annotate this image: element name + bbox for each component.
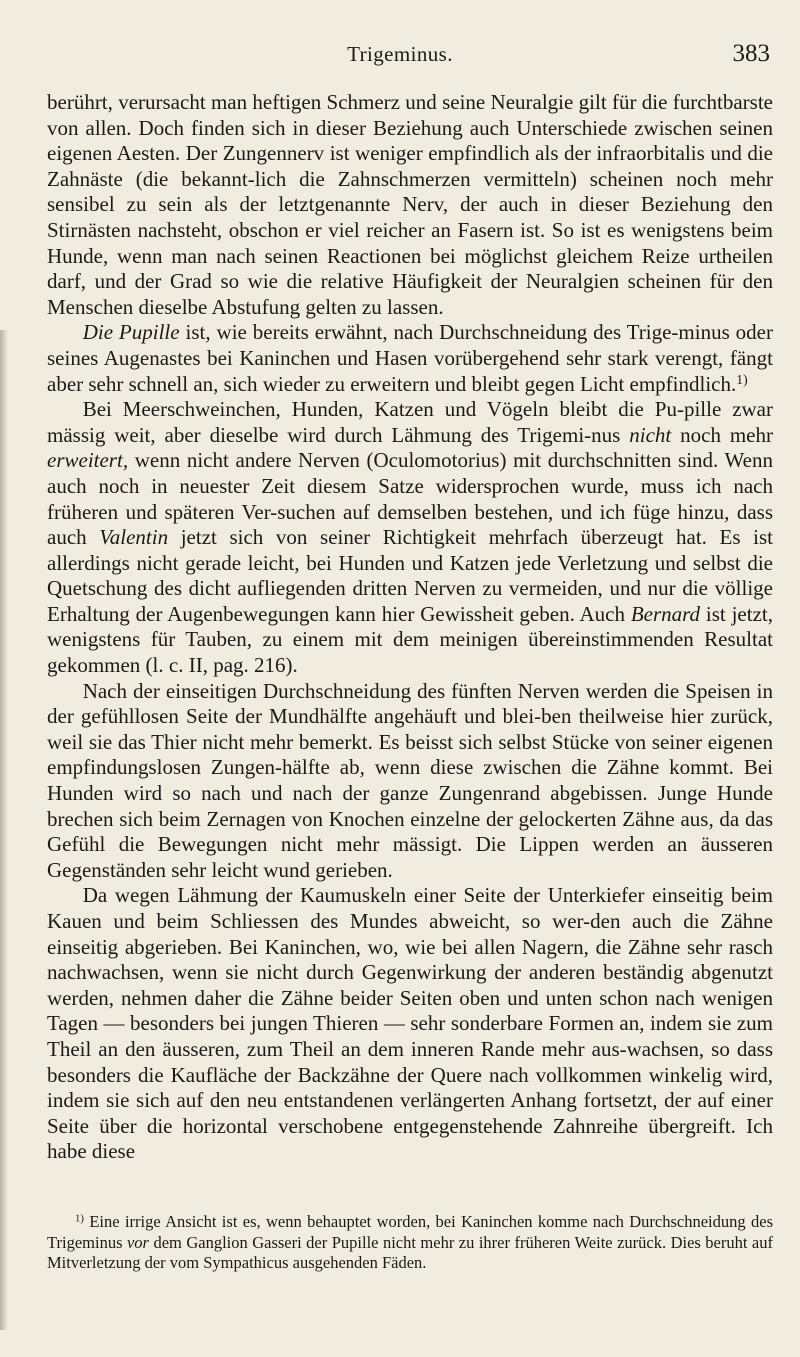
text-segment: dem Ganglion Gasseri der Pupille nicht mehr zu ihrer früheren Weite zurück. Dies beruht auf Mitverletzung der vom Sympathicus ausgehenden Fäden. (47, 1232, 773, 1272)
text-segment: Da wegen Lähmung der Kaumuskeln einer Seite der Unterkiefer einseitig beim Kauen und beim Schliessen des Mundes abweicht, so wer-den auch die Zähne einseitig abgerieben. Bei Kaninchen, wo, wie bei allen Nagern, die Zähne sehr rasch nachwachsen, wenn sie nicht durch Gegenwirkung der anderen beständig abgenutzt werden, nehmen daher die Zähne beider Seiten oben und unten schon nach wenigen Tagen — besonders bei jungen Thieren — sehr sonderbare Formen an, indem sie zum Theil an den äusseren, zum Theil an dem inneren Rande mehr aus-wachsen, so dass besonders die Kaufläche der Backzähne der Quere nach vollkommen winkelig wird, indem sie sich auf den neu entstandenen verlängerten Anhang fortsetzt, der auf einer Seite über die horizontal verschobene entgegenstehende Zahnreihe übergreift. Ich habe diese (47, 883, 773, 1164)
text-segment: Nach der einseitigen Durchschneidung des fünften Nerven werden die Speisen in der gefühllosen Seite der Mundhälfte angehäuft und blei-ben theilweise hier zurück, weil sie das Thier nicht mehr bemerkt. Es beisst sich selbst Stücke von seiner eigenen empfindungslosen Zungen-hälfte ab, wenn diese zwischen die Zähne kommt. Bei Hunden wird so nach und nach der ganze Zungenrand abgebissen. Junge Hunde brechen sich beim Zernagen von Knochen einzelne der gelockerten Zähne aus, da das Gefühl die Bewegungen nicht mehr mässigt. Die Lippen werden an äusseren Gegenständen sehr leicht wund gerieben. (47, 678, 773, 882)
emphasis-text: nicht (629, 422, 672, 447)
running-title: Trigeminus. (347, 42, 453, 66)
text-segment: jetzt sich von seiner Richtigkeit mehrfach überzeugt hat. Es ist allerdings nicht gerade leicht, bei Hunden und Katzen jede Verletzung und selbst die Quetschung des dicht aufliegenden dritten Nerven zu vermeiden, und nur die völlige Erhaltung der Augenbewegungen kann hier Gewissheit geben. Auch (47, 525, 773, 626)
text-segment: ist jetzt, wenigstens für Tauben, zu einem mit dem meinigen übereinstimmenden Resultat gekommen (l. c. II, pag. 216). (47, 601, 773, 678)
footnote-marker: 1) (75, 1212, 84, 1225)
text-segment: noch mehr (671, 422, 773, 447)
page-number: 383 (732, 40, 770, 67)
footnote-reference: 1) (736, 371, 748, 387)
emphasis-text: Valentin (99, 525, 169, 550)
text-segment: berührt, verursacht man heftigen Schmerz und seine Neuralgie gilt für die furchtbarste von allen. Doch finden sich in dieser Beziehung auch Unterschiede zwischen seinen eigenen Aesten. Der Zungennerv ist weniger empfindlich als der infraorbitalis und die Zahnäste (die bekannt-lich die Zahnschmerzen vermitteln) scheinen noch mehr sensibel zu sein als der letztgenannte Nerv, der auch in dieser Beziehung den Stirnästen nachsteht, obschon er viel reicher an Fasern ist. So ist es wenigstens beim Hunde, wenn man nach seinen Reactionen bei möglichst gleichem Reize urtheilen darf, und der Grad so wie die relative Häufigkeit der Neuralgien scheinen für den Menschen dieselbe Abstufung gelten zu lassen. (47, 90, 773, 319)
paragraph (47, 679, 773, 884)
footnote (47, 1212, 773, 1274)
paragraph (47, 320, 773, 397)
emphasis-text: Bernard (630, 601, 701, 626)
gutter-shadow (0, 330, 8, 1330)
text-segment: Bei Meerschweinchen, Hunden, Katzen und Vögeln bleibt die Pu-pille zwar mässig weit, aber dieselbe wird durch Lähmung des Trigemi-nus (47, 397, 773, 447)
footnote-area (47, 1212, 773, 1274)
paragraph (47, 90, 773, 320)
emphasis-text: erweitert, (47, 448, 129, 473)
text-segment: ist, wie bereits erwähnt, nach Durchschneidung des Trige-minus oder seines Augenastes bei Kaninchen und Hasen vorübergehend sehr stark verengt, fängt aber sehr schnell an, sich wieder zu erweitern und bleibt gegen Licht empfindlich. (47, 320, 773, 396)
text-segment: wenn nicht andere Nerven (Oculomotorius) mit durchschnitten sind. Wenn auch noch in neuester Zeit diesem Satze widersprochen wurde, muss ich nach früheren und späteren Ver-suchen auf demselben bestehen, und ich füge hinzu, dass auch (47, 448, 773, 550)
paragraph (47, 883, 773, 1165)
emphasis-text: Die Pupille (82, 320, 180, 345)
body-text (47, 90, 773, 1165)
emphasis-text: vor (126, 1232, 149, 1252)
page-header (0, 40, 800, 74)
text-segment: Eine irrige Ansicht ist es, wenn behauptet worden, bei Kaninchen komme nach Durchschneidung des Trigeminus (47, 1212, 773, 1252)
paragraph (47, 397, 773, 679)
